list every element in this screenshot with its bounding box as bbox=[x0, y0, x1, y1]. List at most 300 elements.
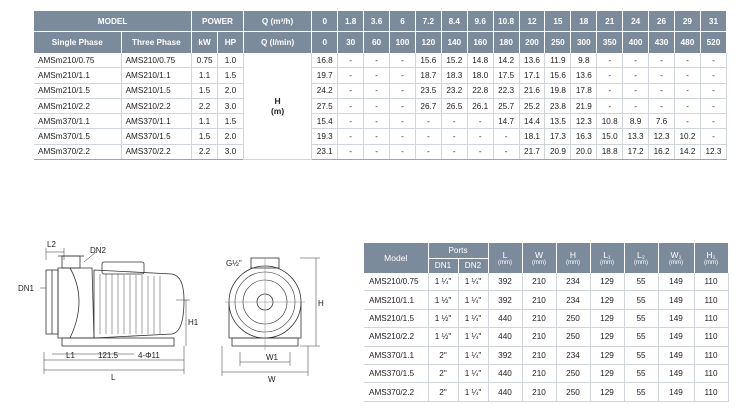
dimension-value: 129 bbox=[590, 291, 624, 309]
power-hp: 1.5 bbox=[217, 68, 243, 83]
power-hp: 1.0 bbox=[217, 53, 243, 68]
head-value: - bbox=[390, 144, 416, 159]
q-m3h-value: 21 bbox=[597, 11, 623, 32]
q-lmin-value: 300 bbox=[571, 32, 597, 54]
single-phase-model: AMSm370/2.2 bbox=[34, 144, 121, 159]
q-lmin-value: 30 bbox=[338, 32, 364, 54]
single-phase-model: AMSm210/0.75 bbox=[34, 53, 121, 68]
ports-header: Ports bbox=[428, 243, 488, 258]
head-label: H bbox=[274, 96, 281, 107]
power-kw: 1.1 bbox=[192, 114, 218, 129]
head-value: - bbox=[364, 68, 390, 83]
head-value: - bbox=[390, 53, 416, 68]
outlet-port-shape bbox=[62, 256, 80, 268]
dimension-value: 55 bbox=[624, 309, 658, 327]
port-dn1: 1 ½" bbox=[428, 291, 458, 309]
head-value: 15.0 bbox=[597, 129, 623, 144]
head-value: 27.5 bbox=[312, 98, 338, 113]
q-m3h-value: 12 bbox=[519, 11, 545, 32]
q-lmin-value: 200 bbox=[519, 32, 545, 54]
dimension-value: 210 bbox=[522, 309, 556, 327]
dims-model: AMS210/2.2 bbox=[364, 328, 428, 346]
head-value: 17.5 bbox=[493, 68, 519, 83]
power-kw: 2.2 bbox=[192, 98, 218, 113]
head-value: - bbox=[467, 114, 493, 129]
power-kw: 1.5 bbox=[192, 83, 218, 98]
q-lmin-value: 250 bbox=[545, 32, 571, 54]
dims-col-header bbox=[624, 243, 658, 273]
power-kw: 2.2 bbox=[192, 144, 218, 159]
head-value: - bbox=[338, 98, 364, 113]
q-lmin-value: 120 bbox=[415, 32, 441, 54]
head-value: - bbox=[493, 129, 519, 144]
label-h: H bbox=[318, 299, 324, 308]
dimension-value: 392 bbox=[488, 291, 522, 309]
dimensions-row bbox=[364, 328, 728, 346]
head-value: - bbox=[623, 53, 649, 68]
pump-base-shape bbox=[62, 338, 174, 346]
head-value: - bbox=[338, 129, 364, 144]
q-m3h-value: 1.8 bbox=[338, 11, 364, 32]
dimension-value: 149 bbox=[658, 346, 694, 364]
head-value: 13.5 bbox=[545, 114, 571, 129]
head-value: - bbox=[623, 83, 649, 98]
q-m3h-value: 9.6 bbox=[467, 11, 493, 32]
head-value: 14.8 bbox=[467, 53, 493, 68]
head-value: 17.8 bbox=[571, 83, 597, 98]
label-w1: W1 bbox=[266, 353, 278, 362]
dimension-value: 250 bbox=[556, 364, 590, 382]
label-w: W bbox=[268, 375, 276, 384]
single-phase-model: AMSm210/1.1 bbox=[34, 68, 121, 83]
head-value: 14.4 bbox=[519, 114, 545, 129]
port-dn2: 1 ¼" bbox=[458, 383, 488, 401]
head-value: - bbox=[493, 144, 519, 159]
dims-col-header bbox=[694, 243, 728, 273]
head-value: 15.4 bbox=[312, 114, 338, 129]
dims-header-row-1 bbox=[364, 243, 728, 258]
head-value: 14.2 bbox=[493, 53, 519, 68]
head-value: 13.3 bbox=[623, 129, 649, 144]
head-value: 13.6 bbox=[519, 53, 545, 68]
dimension-value: 210 bbox=[522, 328, 556, 346]
head-value: 22.3 bbox=[493, 83, 519, 98]
dimension-value: 440 bbox=[488, 383, 522, 401]
dimension-value: 149 bbox=[658, 273, 694, 291]
dims-col-header bbox=[590, 243, 624, 273]
power-hp: 1.5 bbox=[217, 114, 243, 129]
head-value: 14.7 bbox=[493, 114, 519, 129]
label-dn1: DN1 bbox=[18, 284, 35, 293]
head-value: 16.2 bbox=[649, 144, 675, 159]
head-value: - bbox=[364, 83, 390, 98]
three-phase-model: AMS210/1.5 bbox=[121, 83, 192, 98]
dimension-value: 110 bbox=[694, 383, 728, 401]
head-value: 21.9 bbox=[571, 98, 597, 113]
head-value: 22.8 bbox=[467, 83, 493, 98]
dimension-value: 250 bbox=[556, 309, 590, 327]
head-value: - bbox=[700, 53, 726, 68]
q-lmin-value: 520 bbox=[700, 32, 726, 54]
q-m3h-value: 15 bbox=[545, 11, 571, 32]
label-holes: 4-Φ11 bbox=[138, 351, 160, 360]
head-value: - bbox=[597, 53, 623, 68]
mm-unit: (mm) bbox=[532, 260, 546, 266]
dimensions-table bbox=[364, 243, 729, 402]
dimension-value: 149 bbox=[658, 364, 694, 382]
dims-model: AMS370/1.5 bbox=[364, 364, 428, 382]
head-value: 25.2 bbox=[519, 98, 545, 113]
head-value: 10.8 bbox=[597, 114, 623, 129]
dimension-value: 440 bbox=[488, 328, 522, 346]
q-lmin-value: 480 bbox=[674, 32, 700, 54]
head-value: - bbox=[390, 83, 416, 98]
head-value: - bbox=[467, 144, 493, 159]
dimensions-row bbox=[364, 364, 728, 382]
q-m3h-value: 0 bbox=[312, 11, 338, 32]
dims-col-name: L₁ bbox=[603, 250, 611, 260]
label-l1: L1 bbox=[66, 351, 75, 360]
head-value: 23.8 bbox=[545, 98, 571, 113]
q-m3h-value: 24 bbox=[623, 11, 649, 32]
head-value: - bbox=[700, 83, 726, 98]
head-value: 12.3 bbox=[571, 114, 597, 129]
head-value: - bbox=[441, 114, 467, 129]
head-value: 20.9 bbox=[545, 144, 571, 159]
head-value: - bbox=[700, 114, 726, 129]
single-phase-model: AMSm370/1.1 bbox=[34, 114, 121, 129]
head-value: 24.2 bbox=[312, 83, 338, 98]
three-phase-model: AMS210/2.2 bbox=[121, 98, 192, 113]
q-m3h-value: 8.4 bbox=[441, 11, 467, 32]
head-value: 15.2 bbox=[441, 53, 467, 68]
three-phase-model: AMS370/2.2 bbox=[121, 144, 192, 159]
dimension-value: 149 bbox=[658, 309, 694, 327]
q-lmin-header: Q (l/min) bbox=[243, 32, 311, 54]
head-value: 15.6 bbox=[545, 68, 571, 83]
dimension-value: 392 bbox=[488, 346, 522, 364]
label-l: L bbox=[111, 373, 116, 382]
label-l2: L2 bbox=[47, 240, 56, 249]
head-value: 18.3 bbox=[441, 68, 467, 83]
head-value: - bbox=[364, 114, 390, 129]
head-value: 16.3 bbox=[571, 129, 597, 144]
head-value: - bbox=[674, 83, 700, 98]
dimension-value: 129 bbox=[590, 364, 624, 382]
head-value: 14.2 bbox=[674, 144, 700, 159]
head-value: 19.7 bbox=[312, 68, 338, 83]
power-hp: 3.0 bbox=[217, 144, 243, 159]
head-value: - bbox=[649, 83, 675, 98]
q-lmin-value: 180 bbox=[493, 32, 519, 54]
head-value: 25.7 bbox=[493, 98, 519, 113]
mm-unit: (mm) bbox=[498, 260, 512, 266]
head-value: - bbox=[674, 53, 700, 68]
head-value: 19.3 bbox=[312, 129, 338, 144]
head-value: 12.3 bbox=[649, 129, 675, 144]
head-value: 10.2 bbox=[674, 129, 700, 144]
head-value: - bbox=[597, 98, 623, 113]
dimension-value: 210 bbox=[522, 383, 556, 401]
q-m3h-value: 18 bbox=[571, 11, 597, 32]
head-value: 19.8 bbox=[545, 83, 571, 98]
dimension-value: 110 bbox=[694, 309, 728, 327]
port-dn1: 2" bbox=[428, 346, 458, 364]
dimension-value: 210 bbox=[522, 346, 556, 364]
head-value: 23.2 bbox=[441, 83, 467, 98]
head-value: 13.6 bbox=[571, 68, 597, 83]
dimension-value: 129 bbox=[590, 328, 624, 346]
dimensions-row bbox=[364, 383, 728, 401]
head-value: - bbox=[623, 98, 649, 113]
dimension-value: 55 bbox=[624, 273, 658, 291]
head-value: 26.7 bbox=[415, 98, 441, 113]
q-lmin-value: 140 bbox=[441, 32, 467, 54]
dims-col-header bbox=[658, 243, 694, 273]
dimension-value: 110 bbox=[694, 273, 728, 291]
dimensions-row bbox=[364, 346, 728, 364]
dims-model: AMS210/1.5 bbox=[364, 309, 428, 327]
port-dn1: 1 ¼" bbox=[428, 273, 458, 291]
head-value: - bbox=[338, 68, 364, 83]
q-lmin-value: 160 bbox=[467, 32, 493, 54]
q-m3h-value: 29 bbox=[674, 11, 700, 32]
head-value: - bbox=[441, 129, 467, 144]
dimension-value: 110 bbox=[694, 364, 728, 382]
dims-model-header: Model bbox=[364, 243, 428, 273]
head-value: - bbox=[649, 53, 675, 68]
three-phase-header: Three Phase bbox=[121, 32, 192, 54]
port-dn2: 1 ¼" bbox=[458, 364, 488, 382]
dn2-header: DN2 bbox=[458, 258, 488, 273]
head-value: - bbox=[415, 129, 441, 144]
dims-col-header bbox=[522, 243, 556, 273]
head-value: 17.3 bbox=[545, 129, 571, 144]
three-phase-model: AMS370/1.1 bbox=[121, 114, 192, 129]
dimension-value: 210 bbox=[522, 291, 556, 309]
mm-unit: (mm) bbox=[634, 260, 648, 266]
dimension-value: 440 bbox=[488, 364, 522, 382]
three-phase-model: AMS210/0.75 bbox=[121, 53, 192, 68]
dimension-value: 234 bbox=[556, 273, 590, 291]
head-value: 18.0 bbox=[467, 68, 493, 83]
three-phase-model: AMS210/1.1 bbox=[121, 68, 192, 83]
dims-col-name: H₁ bbox=[706, 250, 716, 260]
label-h1: H1 bbox=[188, 318, 199, 327]
head-value: - bbox=[700, 98, 726, 113]
label-121-5: 121.5 bbox=[98, 351, 119, 360]
pump-housing-shape bbox=[58, 268, 94, 338]
label-g-half: G½" bbox=[226, 259, 242, 268]
dimension-value: 129 bbox=[590, 383, 624, 401]
q-lmin-value: 400 bbox=[623, 32, 649, 54]
dimensions-table-body bbox=[364, 273, 728, 401]
q-m3h-value: 3.6 bbox=[364, 11, 390, 32]
port-dn2: 1 ¼" bbox=[458, 273, 488, 291]
power-hp: 2.0 bbox=[217, 83, 243, 98]
dimension-value: 55 bbox=[624, 364, 658, 382]
dimension-value: 129 bbox=[590, 309, 624, 327]
head-value: 18.7 bbox=[415, 68, 441, 83]
head-value: - bbox=[415, 144, 441, 159]
head-value: 21.7 bbox=[519, 144, 545, 159]
head-value: - bbox=[649, 98, 675, 113]
head-value: - bbox=[623, 68, 649, 83]
kw-header: kW bbox=[192, 32, 218, 54]
head-value: 17.1 bbox=[519, 68, 545, 83]
dimensions-row bbox=[364, 291, 728, 309]
head-value: - bbox=[674, 98, 700, 113]
dimension-value: 55 bbox=[624, 346, 658, 364]
head-value: - bbox=[390, 114, 416, 129]
head-value: - bbox=[674, 68, 700, 83]
head-value: 17.2 bbox=[623, 144, 649, 159]
head-value: - bbox=[649, 68, 675, 83]
three-phase-model: AMS370/1.5 bbox=[121, 129, 192, 144]
dims-col-header bbox=[488, 243, 522, 273]
dimension-value: 210 bbox=[522, 364, 556, 382]
dimension-value: 55 bbox=[624, 291, 658, 309]
head-value: 18.1 bbox=[519, 129, 545, 144]
mm-unit: (mm) bbox=[704, 260, 718, 266]
head-value: 18.8 bbox=[597, 144, 623, 159]
port-dn2: 1 ¼" bbox=[458, 309, 488, 327]
head-value: - bbox=[364, 129, 390, 144]
head-value: - bbox=[390, 129, 416, 144]
head-value: - bbox=[597, 68, 623, 83]
head-value: - bbox=[390, 68, 416, 83]
head-value: 7.6 bbox=[649, 114, 675, 129]
head-value: - bbox=[364, 98, 390, 113]
dims-col-name: L bbox=[502, 250, 508, 260]
head-value: - bbox=[700, 68, 726, 83]
head-value: - bbox=[364, 144, 390, 159]
head-value: 12.3 bbox=[700, 144, 726, 159]
power-header: POWER bbox=[192, 11, 244, 32]
q-lmin-value: 0 bbox=[312, 32, 338, 54]
power-kw: 0.75 bbox=[192, 53, 218, 68]
dimension-value: 110 bbox=[694, 346, 728, 364]
dn1-header: DN1 bbox=[428, 258, 458, 273]
dimension-value: 440 bbox=[488, 309, 522, 327]
head-value: - bbox=[364, 53, 390, 68]
q-lmin-value: 100 bbox=[390, 32, 416, 54]
q-m3h-value: 10.8 bbox=[493, 11, 519, 32]
q-m3h-header: Q (m³/h) bbox=[243, 11, 311, 32]
q-m3h-value: 31 bbox=[700, 11, 726, 32]
head-value: - bbox=[390, 98, 416, 113]
dims-model: AMS210/0.75 bbox=[364, 273, 428, 291]
dimension-value: 250 bbox=[556, 328, 590, 346]
single-phase-model: AMSm210/2.2 bbox=[34, 98, 121, 113]
head-value: 21.6 bbox=[519, 83, 545, 98]
port-dn1: 2" bbox=[428, 364, 458, 382]
dimension-value: 149 bbox=[658, 328, 694, 346]
head-value: 23.5 bbox=[415, 83, 441, 98]
head-value: 16.8 bbox=[312, 53, 338, 68]
dims-col-name: H bbox=[569, 250, 577, 260]
dimension-value: 110 bbox=[694, 291, 728, 309]
dimension-value: 129 bbox=[590, 273, 624, 291]
head-value: 26.5 bbox=[441, 98, 467, 113]
port-dn2: 1 ¼" bbox=[458, 346, 488, 364]
power-hp: 3.0 bbox=[217, 98, 243, 113]
dims-model: AMS370/2.2 bbox=[364, 383, 428, 401]
dims-col-name: W bbox=[534, 250, 544, 260]
head-unit: (m) bbox=[270, 106, 285, 117]
single-phase-header: Single Phase bbox=[34, 32, 121, 54]
model-header: MODEL bbox=[34, 11, 192, 32]
power-hp: 2.0 bbox=[217, 129, 243, 144]
dimensions-row bbox=[364, 309, 728, 327]
mm-unit: (mm) bbox=[669, 260, 683, 266]
q-m3h-value: 7.2 bbox=[415, 11, 441, 32]
head-value: - bbox=[700, 129, 726, 144]
head-value: - bbox=[441, 144, 467, 159]
dimension-value: 55 bbox=[624, 383, 658, 401]
head-value: - bbox=[674, 114, 700, 129]
q-lmin-value: 350 bbox=[597, 32, 623, 54]
power-kw: 1.5 bbox=[192, 129, 218, 144]
dimension-value: 210 bbox=[522, 273, 556, 291]
dimension-value: 149 bbox=[658, 383, 694, 401]
label-dn2: DN2 bbox=[90, 246, 107, 255]
motor-body-shape bbox=[94, 270, 184, 338]
head-value: - bbox=[467, 129, 493, 144]
q-lmin-value: 60 bbox=[364, 32, 390, 54]
port-dn2: 1 ¼" bbox=[458, 328, 488, 346]
single-phase-model: AMSm210/1.5 bbox=[34, 83, 121, 98]
dims-col-header bbox=[556, 243, 590, 273]
dimension-value: 129 bbox=[590, 346, 624, 364]
head-value: 8.9 bbox=[623, 114, 649, 129]
power-kw: 1.1 bbox=[192, 68, 218, 83]
hp-header: HP bbox=[217, 32, 243, 54]
head-value: 9.8 bbox=[571, 53, 597, 68]
head-value: - bbox=[338, 114, 364, 129]
head-value: 15.6 bbox=[415, 53, 441, 68]
mm-unit: (mm) bbox=[600, 260, 614, 266]
head-value: - bbox=[415, 114, 441, 129]
head-value: 23.1 bbox=[312, 144, 338, 159]
q-lmin-value: 430 bbox=[649, 32, 675, 54]
dimension-value: 234 bbox=[556, 291, 590, 309]
single-phase-model: AMSm370/1.5 bbox=[34, 129, 121, 144]
dims-model: AMS210/1.1 bbox=[364, 291, 428, 309]
dims-col-name: L₂ bbox=[636, 250, 646, 260]
head-value: - bbox=[338, 144, 364, 159]
dimension-value: 234 bbox=[556, 346, 590, 364]
dimension-value: 110 bbox=[694, 328, 728, 346]
port-dn1: 1 ½" bbox=[428, 328, 458, 346]
head-value: - bbox=[338, 83, 364, 98]
dimension-value: 55 bbox=[624, 328, 658, 346]
head-value: 26.1 bbox=[467, 98, 493, 113]
port-dn2: 1 ¼" bbox=[458, 291, 488, 309]
port-dn1: 2" bbox=[428, 383, 458, 401]
dimension-value: 392 bbox=[488, 273, 522, 291]
head-value: 20.0 bbox=[571, 144, 597, 159]
dimension-value: 250 bbox=[556, 383, 590, 401]
head-value: - bbox=[338, 53, 364, 68]
q-m3h-value: 6 bbox=[390, 11, 416, 32]
dims-model: AMS370/1.1 bbox=[364, 346, 428, 364]
head-value: - bbox=[597, 83, 623, 98]
dimension-value: 149 bbox=[658, 291, 694, 309]
port-dn1: 1 ½" bbox=[428, 309, 458, 327]
dims-col-name: W₁ bbox=[670, 250, 682, 260]
dimensions-row bbox=[364, 273, 728, 291]
